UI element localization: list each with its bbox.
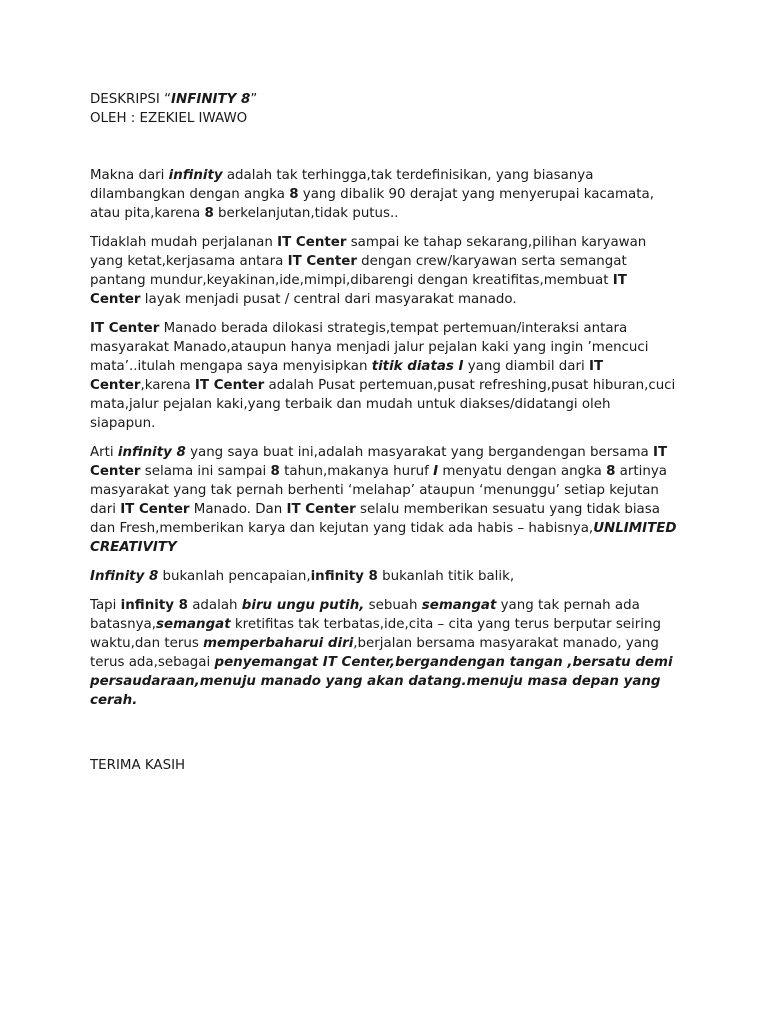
document-body: [90, 90, 680, 775]
text-run: bukanlah titik balik,: [377, 569, 515, 584]
text-run: Infinity 8: [90, 569, 159, 584]
body-paragraph: [90, 233, 680, 309]
text-run: artinya masyarakat yang tak pernah berhenti ‘melahap’ ataupun ‘menunggu’ setiap kejutan dari: [90, 464, 667, 517]
text-run: sampai ke tahap sekarang,pilihan karyawan yang ketat,kerjasama antara: [90, 235, 647, 269]
text-run: adalah: [187, 598, 242, 613]
text-run: infinity 8: [120, 598, 188, 613]
text-run: IT Center: [90, 273, 627, 307]
text-run: infinity 8: [310, 569, 378, 584]
text-run: sebuah: [364, 598, 422, 613]
text-run: Arti: [90, 445, 118, 460]
text-run: selama ini sampai: [140, 464, 271, 479]
body-paragraph: [90, 166, 680, 223]
title-emphasis: INFINITY 8: [171, 92, 251, 107]
text-run: penyemangat IT Center,bergandengan tangan ,bersatu demi persaudaraan,menuju manado yang akan datang.menuju masa depan yang cerah.: [90, 655, 673, 708]
text-run: IT Center: [120, 502, 190, 517]
text-run: kretifitas tak terbatas,ide,cita – cita yang terus berputar seiring waktu,dan terus: [90, 617, 661, 651]
text-run: ,karena: [140, 378, 195, 393]
text-run: IT Center: [277, 235, 347, 250]
body-paragraph: [90, 596, 680, 710]
text-run: 8: [289, 187, 299, 202]
document-title: [90, 90, 680, 109]
text-run: Tidaklah mudah perjalanan: [90, 235, 278, 250]
body-paragraph: [90, 319, 680, 433]
text-run: IT Center: [194, 378, 265, 393]
text-run: dengan crew/karyawan serta semangat pantang mundur,keyakinan,ide,mimpi,dibarengi dengan kreatifitas,membuat: [90, 254, 627, 288]
text-run: yang saya buat ini,adalah masyarakat yang bergandengan bersama: [185, 445, 653, 460]
text-run: menyatu dengan angka: [438, 464, 607, 479]
text-run: ,berjalan bersama masyarakat manado, yang terus ada,sebagai: [90, 636, 659, 670]
text-run: memperbaharui diri: [203, 636, 354, 651]
body-paragraph: [90, 567, 680, 586]
text-run: IT Center: [90, 445, 668, 479]
text-run: titik diatas I: [371, 359, 464, 374]
text-run: adalah tak terhingga,tak terdefinisikan, yang biasanya dilambangkan dengan angka: [90, 168, 594, 202]
text-run: Manado. Dan: [189, 502, 287, 517]
text-run: IT Center: [286, 502, 356, 517]
text-run: I: [433, 464, 439, 479]
text-run: yang diambil dari: [463, 359, 589, 374]
text-run: semangat: [156, 617, 231, 632]
title-prefix: DESKRIPSI “: [90, 92, 172, 107]
text-run: 8: [606, 464, 616, 479]
text-run: berkelanjutan,tidak putus..: [213, 206, 399, 221]
text-run: biru ungu putih,: [241, 598, 365, 613]
text-run: Manado berada dilokasi strategis,tempat pertemuan/interaksi antara masyarakat Manado,ataupun hanya menjadi jalur pejalan kaki yang ingin ’mencuci mata’..itulah mengapa saya menyisipkan: [90, 321, 649, 374]
text-run: selalu memberikan sesuatu yang tidak biasa dan Fresh,memberikan karya dan kejutan yang tidak ada habis – habisnya,: [90, 502, 660, 536]
text-run: semangat: [421, 598, 497, 613]
paragraphs: [90, 166, 680, 710]
text-run: IT Center: [90, 321, 160, 336]
text-run: bukanlah pencapaian,: [158, 569, 311, 584]
text-run: tahun,makanya huruf: [279, 464, 434, 479]
text-run: infinity: [168, 168, 223, 183]
text-run: infinity 8: [117, 445, 186, 460]
document-author: OLEH : EZEKIEL IWAWO: [90, 111, 248, 126]
text-run: IT Center: [90, 359, 604, 393]
closing-text: TERIMA KASIH: [90, 758, 186, 773]
text-run: Makna dari: [90, 168, 169, 183]
text-run: yang dibalik 90 derajat yang menyerupai kacamata, atau pita,karena: [90, 187, 654, 221]
text-run: Tapi: [90, 598, 121, 613]
body-paragraph: [90, 443, 680, 557]
text-run: UNLIMITED CREATIVITY: [90, 521, 677, 555]
text-run: yang tak pernah ada batasnya,: [90, 598, 640, 632]
text-run: adalah Pusat pertemuan,pusat refreshing,pusat hiburan,cuci mata,jalur pejalan kaki,yang terbaik dan mudah untuk diakses/didatangi oleh siapapun.: [90, 378, 676, 431]
text-run: 8: [270, 464, 280, 479]
text-run: IT Center: [287, 254, 357, 269]
text-run: layak menjadi pusat / central dari masyarakat manado.: [140, 292, 517, 307]
title-suffix: ”: [250, 92, 258, 107]
text-run: 8: [204, 206, 214, 221]
